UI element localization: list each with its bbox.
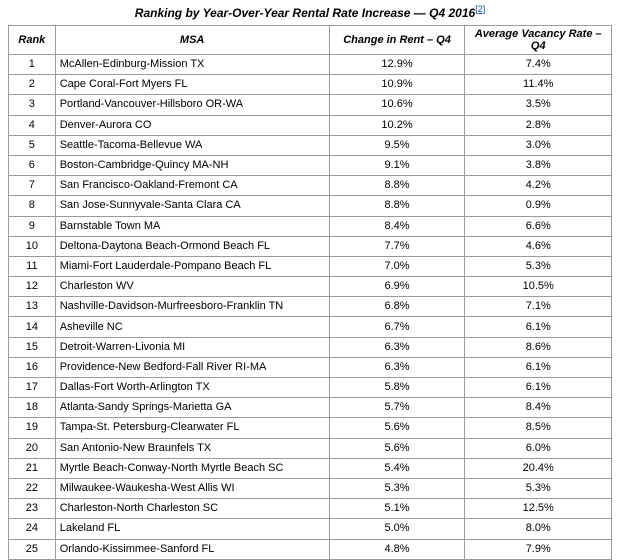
change-in-rent-cell: 7.0% — [329, 256, 465, 276]
change-in-rent-cell: 4.8% — [329, 539, 465, 559]
change-in-rent-cell: 5.1% — [329, 499, 465, 519]
rank-cell: 8 — [9, 196, 56, 216]
msa-cell: San Antonio-New Braunfels TX — [55, 438, 329, 458]
table-row — [9, 277, 612, 297]
change-in-rent-cell: 6.9% — [329, 277, 465, 297]
citation-link[interactable]: [2] — [475, 4, 486, 14]
table-body — [9, 55, 612, 560]
msa-cell: McAllen-Edinburg-Mission TX — [55, 55, 329, 75]
rank-cell: 19 — [9, 418, 56, 438]
table-row — [9, 357, 612, 377]
vacancy-rate-cell: 6.0% — [465, 438, 612, 458]
rank-cell: 12 — [9, 277, 56, 297]
vacancy-rate-cell: 0.9% — [465, 196, 612, 216]
change-in-rent-cell: 5.0% — [329, 519, 465, 539]
table-row — [9, 256, 612, 276]
table-row — [9, 297, 612, 317]
header-change-in-rent: Change in Rent – Q4 — [329, 26, 465, 55]
change-in-rent-cell: 5.4% — [329, 458, 465, 478]
rank-cell: 16 — [9, 357, 56, 377]
msa-cell: Lakeland FL — [55, 519, 329, 539]
msa-cell: San Jose-Sunnyvale-Santa Clara CA — [55, 196, 329, 216]
table-row — [9, 539, 612, 559]
msa-cell: Boston-Cambridge-Quincy MA-NH — [55, 155, 329, 175]
change-in-rent-cell: 5.3% — [329, 478, 465, 498]
rank-cell: 6 — [9, 155, 56, 175]
vacancy-rate-cell: 6.1% — [465, 357, 612, 377]
rank-cell: 21 — [9, 458, 56, 478]
vacancy-rate-cell: 11.4% — [465, 75, 612, 95]
change-in-rent-cell: 10.2% — [329, 115, 465, 135]
change-in-rent-cell: 10.9% — [329, 75, 465, 95]
caption-title: Ranking by Year-Over-Year Rental Rate Increase — Q4 2016 — [134, 6, 476, 20]
vacancy-rate-cell: 7.9% — [465, 539, 612, 559]
rank-cell: 24 — [9, 519, 56, 539]
rank-cell: 20 — [9, 438, 56, 458]
change-in-rent-cell: 9.1% — [329, 155, 465, 175]
vacancy-rate-cell: 7.4% — [465, 55, 612, 75]
change-in-rent-cell: 5.7% — [329, 398, 465, 418]
rank-cell: 3 — [9, 95, 56, 115]
rank-cell: 15 — [9, 337, 56, 357]
rank-cell: 7 — [9, 176, 56, 196]
change-in-rent-cell: 5.6% — [329, 438, 465, 458]
rank-cell: 23 — [9, 499, 56, 519]
table-row — [9, 216, 612, 236]
table-row — [9, 135, 612, 155]
table-row — [9, 115, 612, 135]
msa-cell: Providence-New Bedford-Fall River RI-MA — [55, 357, 329, 377]
msa-cell: Seattle-Tacoma-Bellevue WA — [55, 135, 329, 155]
change-in-rent-cell: 6.7% — [329, 317, 465, 337]
table-row — [9, 75, 612, 95]
change-in-rent-cell: 5.8% — [329, 378, 465, 398]
change-in-rent-cell: 7.7% — [329, 236, 465, 256]
rank-cell: 25 — [9, 539, 56, 559]
table-row — [9, 438, 612, 458]
msa-cell: Deltona-Daytona Beach-Ormond Beach FL — [55, 236, 329, 256]
table-row — [9, 317, 612, 337]
vacancy-rate-cell: 6.1% — [465, 378, 612, 398]
vacancy-rate-cell: 6.1% — [465, 317, 612, 337]
change-in-rent-cell: 5.6% — [329, 418, 465, 438]
msa-cell: Denver-Aurora CO — [55, 115, 329, 135]
vacancy-rate-cell: 7.1% — [465, 297, 612, 317]
vacancy-rate-cell: 6.6% — [465, 216, 612, 236]
msa-cell: Atlanta-Sandy Springs-Marietta GA — [55, 398, 329, 418]
msa-cell: Cape Coral-Fort Myers FL — [55, 75, 329, 95]
change-in-rent-cell: 9.5% — [329, 135, 465, 155]
msa-cell: Charleston WV — [55, 277, 329, 297]
vacancy-rate-cell: 8.5% — [465, 418, 612, 438]
change-in-rent-cell: 8.8% — [329, 176, 465, 196]
msa-cell: Milwaukee-Waukesha-West Allis WI — [55, 478, 329, 498]
table-row — [9, 236, 612, 256]
change-in-rent-cell: 8.4% — [329, 216, 465, 236]
rank-cell: 10 — [9, 236, 56, 256]
msa-cell: Orlando-Kissimmee-Sanford FL — [55, 539, 329, 559]
msa-cell: Detroit-Warren-Livonia MI — [55, 337, 329, 357]
rank-cell: 13 — [9, 297, 56, 317]
vacancy-rate-cell: 4.6% — [465, 236, 612, 256]
table-row — [9, 378, 612, 398]
vacancy-rate-cell: 3.0% — [465, 135, 612, 155]
change-in-rent-cell: 12.9% — [329, 55, 465, 75]
change-in-rent-cell: 6.3% — [329, 357, 465, 377]
header-vacancy-rate: Average Vacancy Rate – Q4 — [465, 26, 612, 55]
table-row — [9, 337, 612, 357]
vacancy-rate-cell: 10.5% — [465, 277, 612, 297]
msa-cell: Dallas-Fort Worth-Arlington TX — [55, 378, 329, 398]
change-in-rent-cell: 8.8% — [329, 196, 465, 216]
rank-cell: 9 — [9, 216, 56, 236]
change-in-rent-cell: 10.6% — [329, 95, 465, 115]
vacancy-rate-cell: 5.3% — [465, 256, 612, 276]
msa-cell: Asheville NC — [55, 317, 329, 337]
table-row — [9, 95, 612, 115]
header-rank: Rank — [9, 26, 56, 55]
rank-cell: 1 — [9, 55, 56, 75]
rank-cell: 5 — [9, 135, 56, 155]
rank-cell: 17 — [9, 378, 56, 398]
vacancy-rate-cell: 12.5% — [465, 499, 612, 519]
rank-cell: 14 — [9, 317, 56, 337]
msa-cell: Tampa-St. Petersburg-Clearwater FL — [55, 418, 329, 438]
vacancy-rate-cell: 8.6% — [465, 337, 612, 357]
msa-cell: Myrtle Beach-Conway-North Myrtle Beach SC — [55, 458, 329, 478]
msa-cell: Nashville-Davidson-Murfreesboro-Franklin TN — [55, 297, 329, 317]
vacancy-rate-cell: 2.8% — [465, 115, 612, 135]
rank-cell: 22 — [9, 478, 56, 498]
msa-cell: Portland-Vancouver-Hillsboro OR-WA — [55, 95, 329, 115]
table-row — [9, 458, 612, 478]
rank-cell: 11 — [9, 256, 56, 276]
vacancy-rate-cell: 8.0% — [465, 519, 612, 539]
table-row — [9, 519, 612, 539]
vacancy-rate-cell: 3.8% — [465, 155, 612, 175]
vacancy-rate-cell: 4.2% — [465, 176, 612, 196]
table-row — [9, 418, 612, 438]
rank-cell: 4 — [9, 115, 56, 135]
msa-cell: Miami-Fort Lauderdale-Pompano Beach FL — [55, 256, 329, 276]
rank-cell: 2 — [9, 75, 56, 95]
header-msa: MSA — [55, 26, 329, 55]
table-row — [9, 196, 612, 216]
change-in-rent-cell: 6.3% — [329, 337, 465, 357]
table-row — [9, 478, 612, 498]
msa-cell: San Francisco-Oakland-Fremont CA — [55, 176, 329, 196]
rank-cell: 18 — [9, 398, 56, 418]
msa-cell: Barnstable Town MA — [55, 216, 329, 236]
change-in-rent-cell: 6.8% — [329, 297, 465, 317]
rental-ranking-table — [8, 25, 612, 560]
vacancy-rate-cell: 20.4% — [465, 458, 612, 478]
header-row — [9, 26, 612, 55]
table-row — [9, 55, 612, 75]
table-row — [9, 499, 612, 519]
vacancy-rate-cell: 8.4% — [465, 398, 612, 418]
vacancy-rate-cell: 3.5% — [465, 95, 612, 115]
table-caption — [0, 4, 620, 22]
table-row — [9, 398, 612, 418]
table-row — [9, 176, 612, 196]
table-row — [9, 155, 612, 175]
vacancy-rate-cell: 5.3% — [465, 478, 612, 498]
msa-cell: Charleston-North Charleston SC — [55, 499, 329, 519]
